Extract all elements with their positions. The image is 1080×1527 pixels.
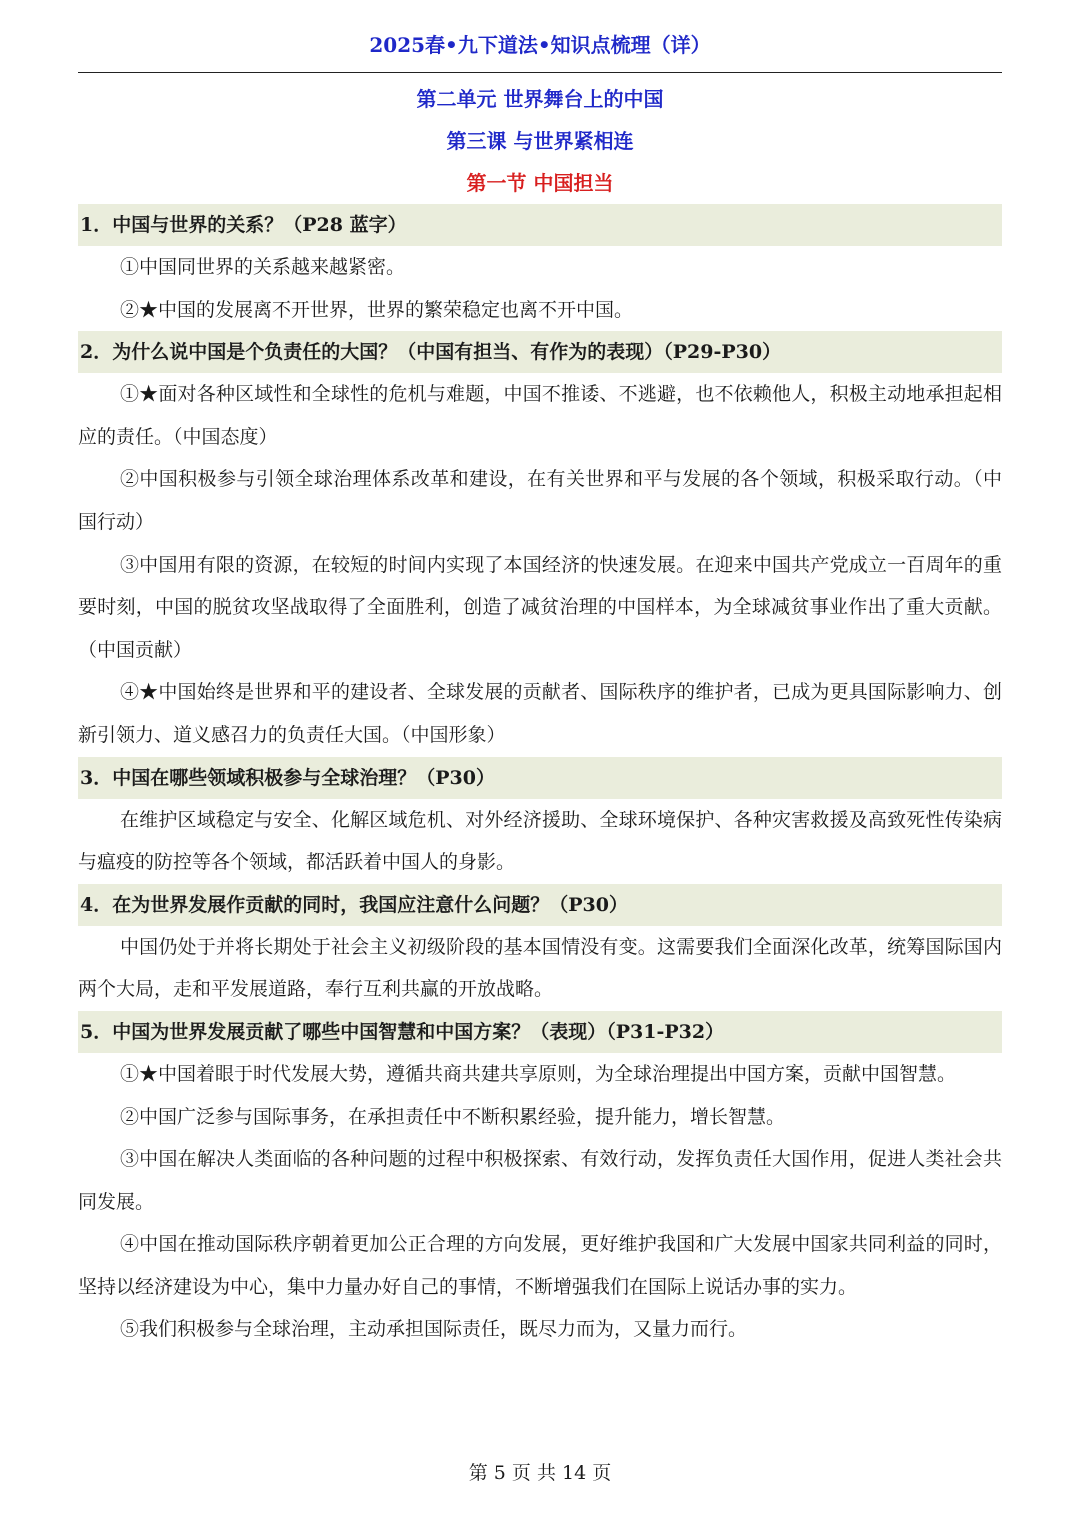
answer-paragraph: ①★面对各种区域性和全球性的危机与难题，中国不推诿、不逃避，也不依赖他人，积极主动地承担起相应的责任。（中国态度） [78,383,1002,448]
lesson-title: 第三课 与世界紧相连 [446,129,634,153]
answer-paragraph: 在维护区域稳定与安全、化解区域危机、对外经济援助、全球环境保护、各种灾害救援及高致死性传染病与瘟疫的防控等各个领域，都活跃着中国人的身影。 [78,808,1002,874]
answer-paragraph: ②★中国的发展离不开世界，世界的繁荣稳定也离不开中国。 [120,298,634,321]
answer-paragraph: ③中国用有限的资源，在较短的时间内实现了本国经济的快速发展。在迎来中国共产党成立一百周年的重要时刻，中国的脱贫攻坚战取得了全面胜利，创造了减贫治理的中国样本，为全球减贫事业作出了重大贡献。（中国贡献） [78,553,1002,661]
section-title: 第一节 中国担当 [466,171,614,195]
question-heading: 3．中国在哪些领域积极参与全球治理？（P30） [78,757,1002,799]
document-body [78,78,1002,1351]
answer-paragraph: ②中国积极参与引领全球治理体系改革和建设，在有关世界和平与发展的各个领域，积极采取行动。（中国行动） [78,468,1002,533]
header-divider [78,72,1002,73]
unit-title: 第二单元 世界舞台上的中国 [416,87,664,111]
document-header-title: 2025春•九下道法•知识点梳理（详） [369,33,711,57]
answer-paragraph: ⑤我们积极参与全球治理，主动承担国际责任，既尽力而为，又量力而行。 [120,1318,748,1341]
question-heading: 5．中国为世界发展贡献了哪些中国智慧和中国方案？（表现）（P31-P32） [78,1011,1002,1053]
question-heading: 4．在为世界发展作贡献的同时，我国应注意什么问题？（P30） [78,884,1002,926]
answer-paragraph: ④中国在推动国际秩序朝着更加公正合理的方向发展，更好维护我国和广大发展中国家共同利益的同时，坚持以经济建设为中心，集中力量办好自己的事情，不断增强我们在国际上说话办事的实力。 [78,1233,1002,1298]
answer-paragraph: ①中国同世界的关系越来越紧密。 [120,256,406,278]
question-heading: 2．为什么说中国是个负责任的大国？（中国有担当、有作为的表现）（P29-P30） [78,331,1002,373]
page-number: 第 5 页 共 14 页 [468,1462,612,1484]
question-heading: 1．中国与世界的关系？（P28 蓝字） [78,204,1002,246]
answer-paragraph: ②中国广泛参与国际事务，在承担责任中不断积累经验，提升能力，增长智慧。 [120,1105,786,1128]
answer-paragraph: ④★中国始终是世界和平的建设者、全球发展的贡献者、国际秩序的维护者，已成为更具国际影响力、创新引领力、道义感召力的负责任大国。（中国形象） [78,681,1002,746]
answer-paragraph: 中国仍处于并将长期处于社会主义初级阶段的基本国情没有变。这需要我们全面深化改革，统筹国际国内两个大局，走和平发展道路，奉行互利共赢的开放战略。 [78,935,1002,1001]
answer-paragraph: ③中国在解决人类面临的各种问题的过程中积极探索、有效行动，发挥负责任大国作用，促进人类社会共同发展。 [78,1148,1002,1213]
answer-paragraph: ①★中国着眼于时代发展大势，遵循共商共建共享原则，为全球治理提出中国方案，贡献中国智慧。 [120,1062,957,1085]
